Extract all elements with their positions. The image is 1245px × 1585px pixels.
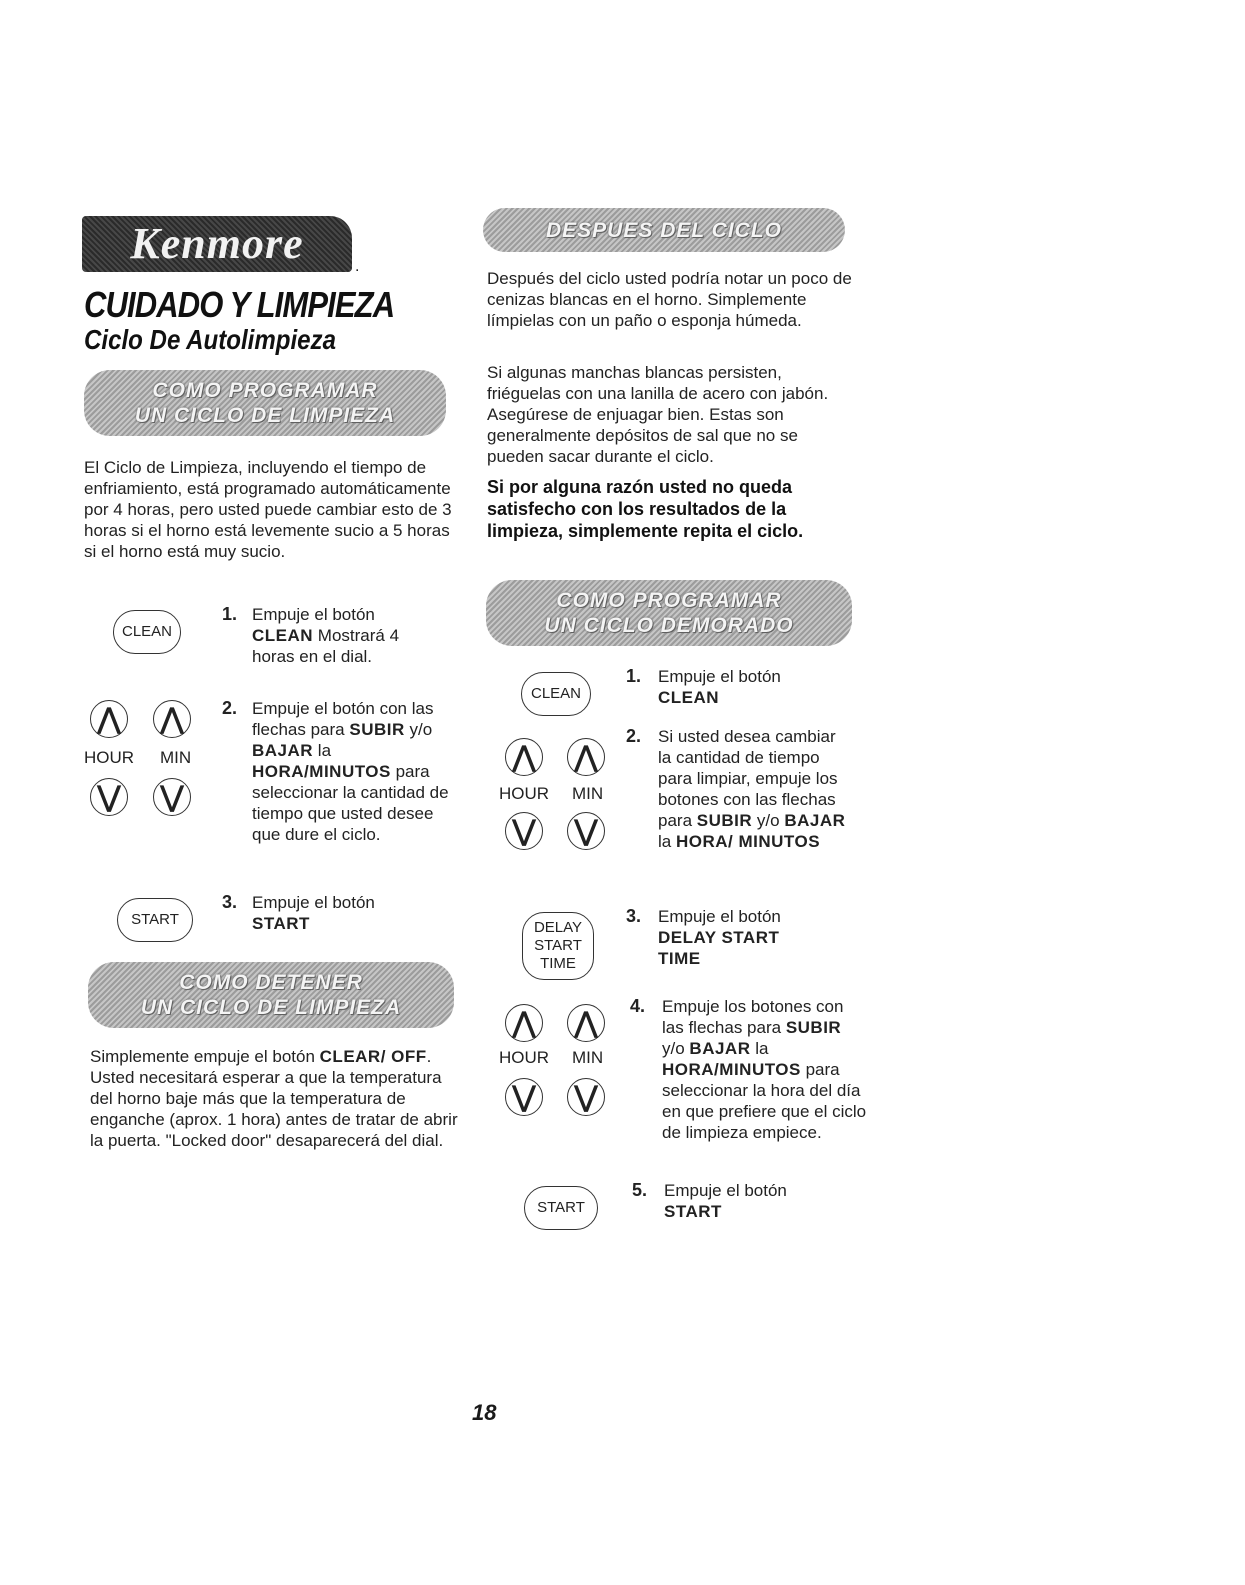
banner-line-1: DESPUES DEL CICLO (546, 218, 782, 242)
min-down-arrow-icon: ⋁ (567, 812, 605, 850)
min-label: MIN (160, 748, 192, 767)
step-bold: START (252, 914, 310, 933)
step-number: 2. (626, 726, 642, 746)
page-subtitle: Ciclo De Autolimpieza (84, 324, 336, 355)
after-paragraph-1: Después del ciclo usted podría notar un poco de cenizas blancas en el horno. Simplemente límpielas con un paño o esponja húmeda. (487, 269, 852, 330)
step-text-mid: y/o (756, 811, 780, 830)
step-text: Empuje el botón (252, 893, 375, 912)
step-bold-3: HORA/ MINUTOS (675, 832, 821, 851)
step-number: 3. (626, 906, 642, 926)
page-title: CUIDADO Y LIMPIEZA (84, 284, 395, 325)
logo-dot: . (355, 258, 360, 275)
right-step-3 (626, 906, 856, 968)
min-up-arrow-icon: ⋀ (567, 738, 605, 776)
step-text: Empuje el botón con las flechas para (252, 699, 434, 739)
left-step-3 (222, 892, 442, 933)
step-text: Empuje el botón (658, 667, 781, 686)
right-step-1 (626, 666, 856, 707)
step-bold: CLEAN (252, 626, 314, 645)
clean-button-label: CLEAN (121, 623, 173, 640)
step-bold-3: HORA/MINUTOS (662, 1060, 801, 1079)
step-text-mid-2: la (658, 832, 672, 851)
stop-text-bold: CLEAR/ OFF (319, 1047, 427, 1066)
step-bold-3: HORA/MINUTOS (252, 762, 391, 781)
hour-down-arrow-icon: ⋁ (90, 778, 128, 816)
step-text-mid-2: la (755, 1039, 769, 1058)
after-paragraph-3: Si por alguna razón usted no queda satisfecho con los resultados de la limpieza, simplemente repita el ciclo. (487, 477, 804, 541)
step-bold-2: BAJAR (252, 741, 314, 760)
min-down-arrow-icon: ⋁ (567, 1078, 605, 1116)
hour-up-arrow-icon: ⋀ (505, 1004, 543, 1042)
banner-line-2: UN CICLO DE LIMPIEZA (134, 404, 396, 427)
intro-paragraph: El Ciclo de Limpieza, incluyendo el tiempo de enfriamiento, está programado automáticamente por 4 horas, pero usted puede cambiar esto de 3 horas si el horno está levemente sucio a 5 horas si el horno está muy sucio. (84, 458, 452, 561)
banner-program-clean (84, 370, 446, 436)
banner-program-delayed (486, 580, 852, 646)
step-text: Si usted desea cambiar la cantidad de tiempo para limpiar, empuje los botones con las flechas para (658, 727, 838, 830)
banner-line-1: COMO PROGRAMAR (556, 589, 782, 612)
page-number: 18 (472, 1400, 497, 1425)
banner-line-1: COMO DETENER (179, 971, 363, 994)
start-button-label: START (537, 1199, 585, 1216)
right-step-4 (630, 996, 870, 1142)
delay-label-3: TIME (540, 955, 576, 972)
min-up-arrow-icon: ⋀ (567, 1004, 605, 1042)
step-number: 3. (222, 892, 238, 912)
step-number: 1. (222, 604, 238, 624)
left-step-2 (222, 698, 452, 844)
delay-label-1: DELAY (533, 919, 583, 936)
min-label: MIN (572, 1048, 604, 1067)
step-text-post: para seleccionar la hora del día en que prefiere que el ciclo de limpieza empiece. (662, 1060, 867, 1142)
step-text-post: Mostrará 4 horas en el dial. (252, 626, 400, 666)
banner-line-2: UN CICLO DEMORADO (544, 614, 794, 637)
step-number: 5. (632, 1180, 648, 1200)
hour-up-arrow-icon: ⋀ (505, 738, 543, 776)
step-text: Empuje los botones con las flechas para (662, 997, 844, 1037)
min-label: MIN (572, 784, 604, 803)
stop-paragraph (90, 1046, 460, 1151)
hour-label: HOUR (499, 1048, 550, 1067)
clean-button-icon (521, 672, 591, 716)
kenmore-logo: Kenmore (82, 216, 352, 272)
step-bold: START (664, 1202, 722, 1221)
left-step-1 (222, 604, 442, 666)
stop-text-post: . Usted necesitará esperar a que la temperatura del horno baje más que la temperatura de enganche (aprox. 1 hora) antes de tratar de abrir la puerta. "Locked door" desaparecerá del dial. (90, 1047, 458, 1150)
step-bold: SUBIR (785, 1018, 842, 1037)
right-step-5 (632, 1180, 862, 1221)
start-button-icon (524, 1186, 598, 1230)
min-down-arrow-icon: ⋁ (153, 778, 191, 816)
step-text: Empuje el botón (252, 605, 375, 624)
after-paragraph-2: Si algunas manchas blancas persisten, friéguelas con una lanilla de acero con jabón. Asegúrese de enjuagar bien. Estas son generalmente depósitos de sal que no se pueden sacar durante el ciclo. (487, 363, 829, 466)
start-button-icon (117, 898, 193, 942)
hour-label: HOUR (84, 748, 135, 767)
step-number: 4. (630, 996, 646, 1016)
step-bold: CLEAN (658, 688, 720, 707)
stop-text-pre: Simplemente empuje el botón (90, 1047, 315, 1066)
start-button-label: START (131, 911, 179, 928)
delay-start-time-button-icon (522, 912, 594, 980)
step-number: 2. (222, 698, 238, 718)
banner-line-2: UN CICLO DE LIMPIEZA (140, 996, 402, 1019)
step-text: Empuje el botón (664, 1181, 787, 1200)
min-up-arrow-icon: ⋀ (153, 700, 191, 738)
step-bold: SUBIR (349, 720, 405, 739)
hour-down-arrow-icon: ⋁ (505, 812, 543, 850)
step-number: 1. (626, 666, 642, 686)
clean-button-icon (113, 610, 181, 654)
step-text-mid: y/o (409, 720, 433, 739)
step-bold: SUBIR (696, 811, 753, 830)
step-text-post: para seleccionar la cantidad de tiempo que usted desee que dure el ciclo. (252, 762, 449, 844)
hour-label: HOUR (499, 784, 550, 803)
step-bold-2: BAJAR (784, 811, 846, 830)
banner-line-1: COMO PROGRAMAR (152, 379, 378, 402)
step-text-mid: y/o (662, 1039, 685, 1058)
delay-label-2: START (534, 937, 582, 954)
step-bold: DELAY START TIME (658, 928, 780, 968)
step-bold-2: BAJAR (689, 1039, 751, 1058)
clean-button-label: CLEAN (530, 685, 582, 702)
step-text: Empuje el botón (658, 907, 781, 926)
right-step-2 (626, 726, 856, 851)
hour-up-arrow-icon: ⋀ (90, 700, 128, 738)
banner-after-cycle (483, 208, 845, 252)
banner-stop-clean (88, 962, 454, 1028)
step-text-mid-2: la (317, 741, 332, 760)
hour-down-arrow-icon: ⋁ (505, 1078, 543, 1116)
